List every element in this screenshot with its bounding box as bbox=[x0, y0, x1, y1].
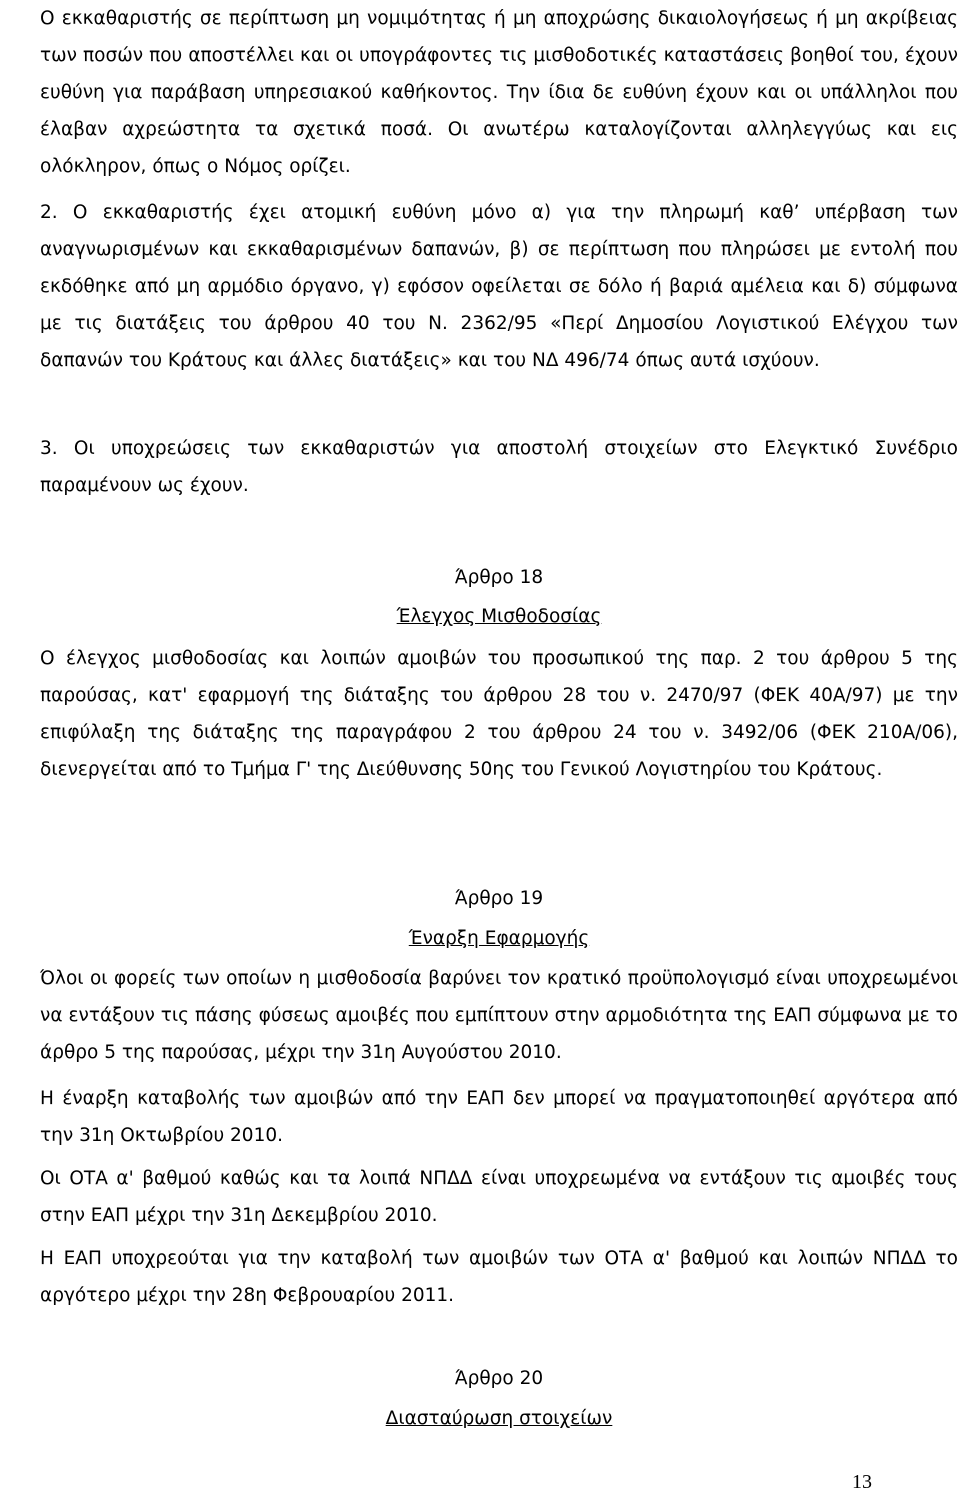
article-18-title: Έλεγχος Μισθοδοσίας bbox=[396, 606, 602, 627]
article-19-paragraph-4: Η ΕΑΠ υποχρεούται για την καταβολή των αμοιβών των ΟΤΑ α' βαθμού και λοιπών ΝΠΔΔ το αργότερο μέχρι την 28η Φεβρουαρίου 2011. bbox=[40, 1248, 958, 1306]
article-20-title: Διασταύρωση στοιχείων bbox=[385, 1408, 613, 1429]
article-20-number: Άρθρο 20 bbox=[454, 1368, 544, 1389]
paragraph-3-obligations: 3. Οι υποχρεώσεις των εκκαθαριστών για αποστολή στοιχείων στο Ελεγκτικό Συνέδριο παραμένουν ως έχουν. bbox=[40, 438, 958, 496]
article-19-title: Έναρξη Εφαρμογής bbox=[408, 928, 590, 949]
article-19-paragraph-3: Οι ΟΤΑ α' βαθμού καθώς και τα λοιπά ΝΠΔΔ είναι υποχρεωμένα να εντάξουν τις αμοιβές τους στην ΕΑΠ μέχρι την 31η Δεκεμβρίου 2010. bbox=[40, 1168, 958, 1226]
article-18-body: Ο έλεγχος μισθοδοσίας και λοιπών αμοιβών του προσωπικού της παρ. 2 του άρθρου 5 της παρούσας, κατ' εφαρμογή της διάταξης του άρθρου 28 του ν. 2470/97 (ΦΕΚ 40Α/97) με την επιφύλαξη της διάταξης της παραγράφου 2 του άρθρου 24 του ν. 3492/06 (ΦΕΚ 210Α/06), διενεργείται από το Τμήμα Γ' της Διεύθυνσης 50ης του Γενικού Λογιστηρίου του Κράτους. bbox=[40, 648, 958, 780]
article-19-paragraph-2: Η έναρξη καταβολής των αμοιβών από την ΕΑΠ δεν μπορεί να πραγματοποιηθεί αργότερα από την 31η Οκτωβρίου 2010. bbox=[40, 1088, 958, 1146]
article-19-number: Άρθρο 19 bbox=[454, 888, 544, 909]
article-19-paragraph-1: Όλοι οι φορείς των οποίων η μισθοδοσία βαρύνει τον κρατικό προϋπολογισμό είναι υποχρεωμένοι να εντάξουν τις πάσης φύσεως αμοιβές που εμπίπτουν στην αρμοδιότητα της ΕΑΠ σύμφωνα με το άρθρο 5 της παρούσας, μέχρι την 31η Αυγούστου 2010. bbox=[40, 968, 958, 1063]
paragraph-2-individual-liability: 2. Ο εκκαθαριστής έχει ατομική ευθύνη μόνο α) για την πληρωμή καθ’ υπέρβαση των αναγνωρισμένων και εκκαθαρισμένων δαπανών, β) σε περίπτωση που πληρώσει με εντολή που εκδόθηκε από μη αρμόδιο όργανο, γ) εφόσον οφείλεται σε δόλο ή βαριά αμέλεια και δ) σύμφωνα με τις διατάξεις του άρθρου 40 του Ν. 2362/95 «Περί Δημοσίου Λογιστικού Ελέγχου των δαπανών του Κράτους και άλλες διατάξεις» και του ΝΔ 496/74 όπως αυτά ισχύουν. bbox=[40, 202, 958, 371]
article-18-number: Άρθρο 18 bbox=[454, 567, 544, 588]
paragraph-liability: Ο εκκαθαριστής σε περίπτωση μη νομιμότητας ή μη αποχρώσης δικαιολογήσεως ή μη ακρίβειας των ποσών που αποστέλλει και οι υπογράφοντες τις μισθοδοτικές καταστάσεις βοηθοί του, έχουν ευθύνη για παράβαση υπηρεσιακού καθήκοντος. Την ίδια δε ευθύνη έχουν και οι υπάλληλοι που έλαβαν αχρεώστητα τα σχετικά ποσά. Οι ανωτέρω καταλογίζονται αλληλεγγύως και εις ολόκληρον, όπως ο Νόμος ορίζει. bbox=[40, 8, 958, 177]
page-number: 13 bbox=[852, 1471, 872, 1493]
